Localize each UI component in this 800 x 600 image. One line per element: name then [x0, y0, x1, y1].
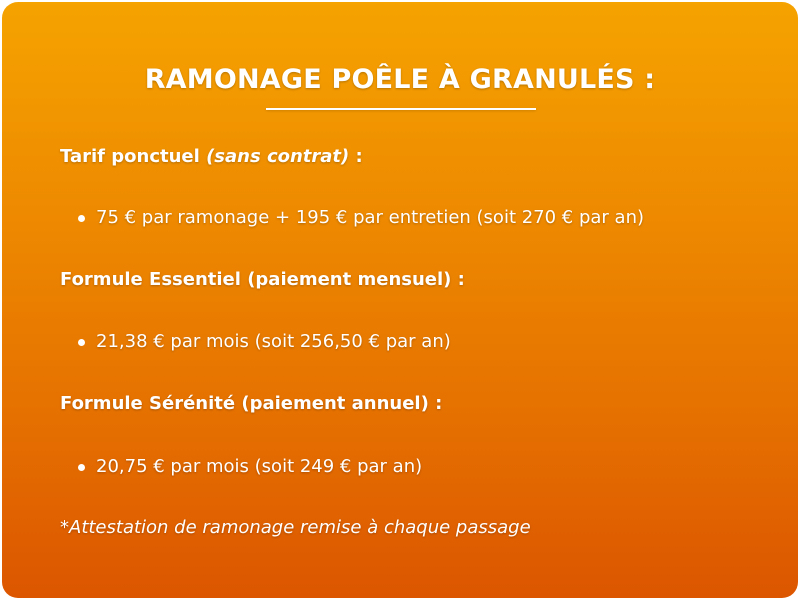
bullet-icon	[78, 215, 85, 222]
list-item	[76, 206, 644, 230]
pricing-card	[2, 2, 798, 598]
footnote: *Attestation de ramonage remise à chaque passage	[60, 517, 531, 538]
list-item-text: 21,38 € par mois (soit 256,50 € par an)	[96, 331, 451, 352]
title-underline	[266, 108, 536, 110]
list-item-text: 75 € par ramonage + 195 € par entretien (soit 270 € par an)	[96, 207, 645, 228]
section-heading-formule-essentiel: Formule Essentiel (paiement mensuel) :	[60, 269, 465, 290]
section-heading-formule-serenite: Formule Sérénité (paiement annuel) :	[60, 393, 443, 414]
bullet-icon	[78, 464, 85, 471]
list-item-text: 20,75 € par mois (soit 249 € par an)	[96, 456, 423, 477]
card-title: RAMONAGE POÊLE À GRANULÉS :	[144, 64, 656, 95]
section-heading-tarif-ponctuel	[60, 145, 363, 169]
list-item	[76, 330, 451, 354]
list-item	[76, 455, 422, 479]
section-heading-italic: (sans contrat)	[206, 146, 350, 167]
bullet-icon	[78, 339, 85, 346]
section-heading-text: Tarif ponctuel	[60, 146, 207, 167]
section-heading-suffix: :	[349, 146, 363, 167]
